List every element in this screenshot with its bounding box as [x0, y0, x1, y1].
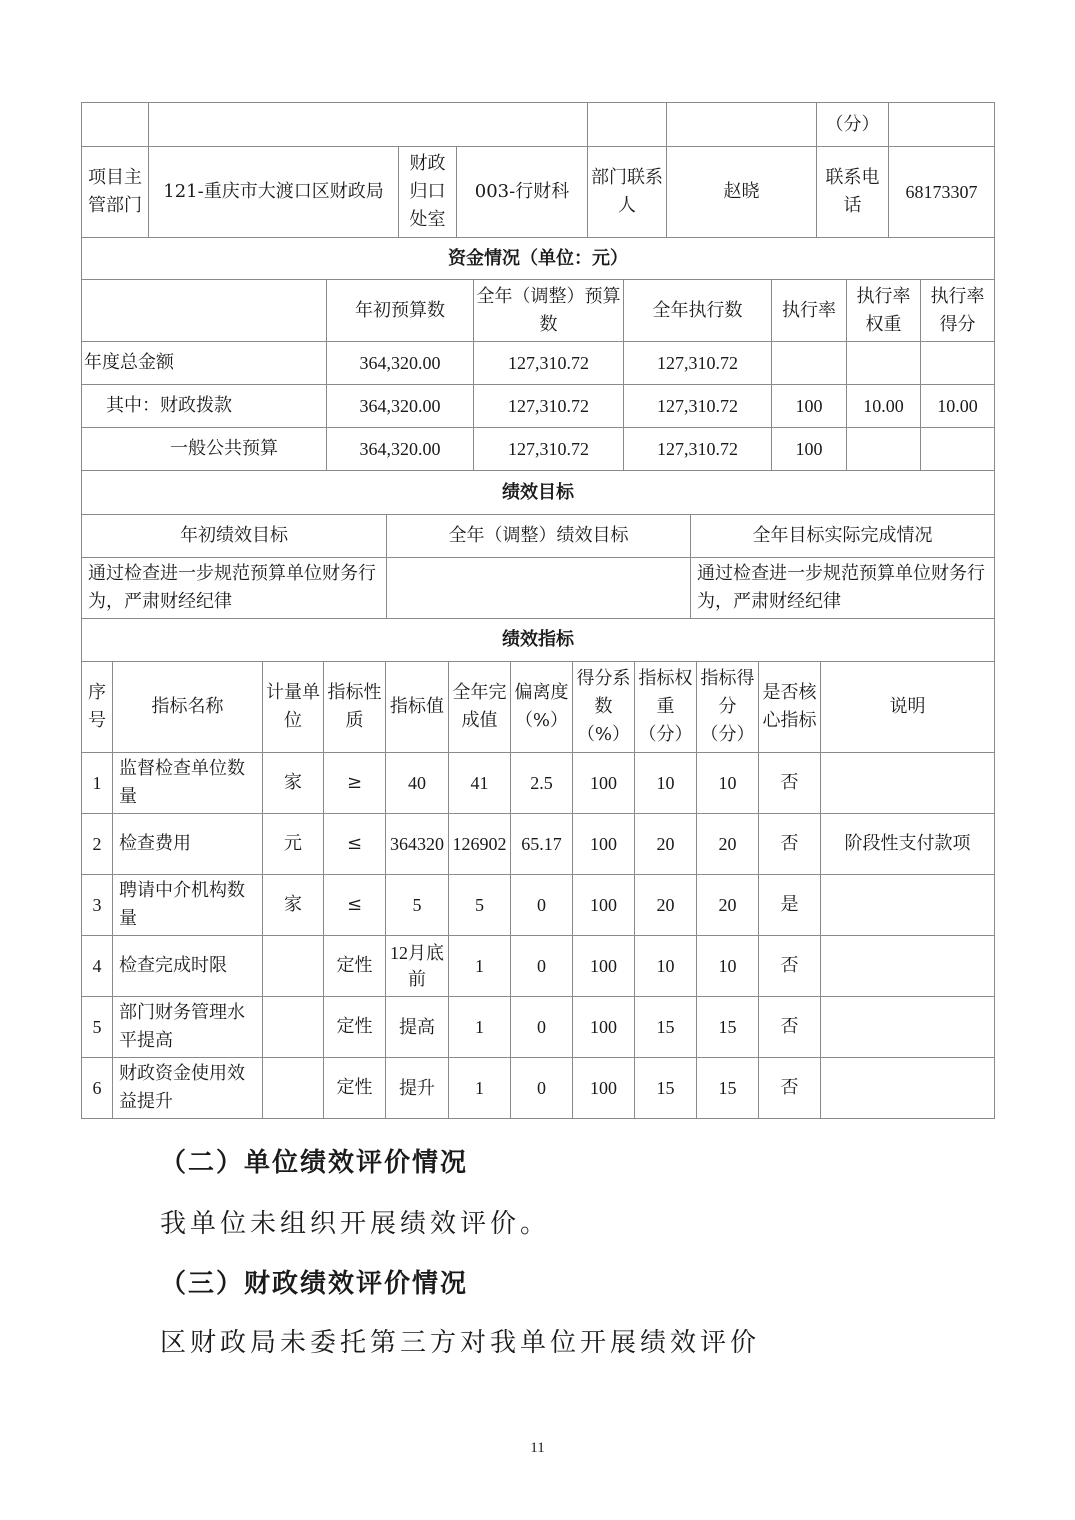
cell-score: 15: [697, 1058, 759, 1119]
contact-value: 赵晓: [667, 147, 817, 238]
cell-core: 否: [759, 936, 821, 997]
column-header: 执行率得分: [921, 280, 995, 342]
cell-deviation: 2.5: [511, 753, 573, 814]
section-heading: （三）财政绩效评价情况: [160, 1269, 469, 1299]
cell-name: 监督检查单位数量: [113, 753, 263, 814]
cell: 364,320.00: [327, 428, 474, 471]
actual-completion: 通过检查进一步规范预算单位财务行为，严肃财经纪律: [691, 558, 995, 619]
table-row: [82, 619, 995, 662]
cell: 10.00: [847, 385, 921, 428]
cell-weight: 10: [635, 753, 697, 814]
phone-label: 联系电话: [817, 147, 889, 238]
cell-deviation: 65.17: [511, 814, 573, 875]
table-row: [82, 1058, 995, 1119]
column-header: 是否核心指标: [759, 662, 821, 753]
unit-fen-label: （分）: [817, 103, 889, 147]
column-header: 全年（调整）预算数: [474, 280, 624, 342]
cell-deviation: 0: [511, 1058, 573, 1119]
cell-no: 3: [82, 875, 113, 936]
funds-table: [81, 237, 995, 471]
cell: 364,320.00: [327, 342, 474, 385]
cell-unit: [263, 997, 324, 1058]
goals-table: [81, 470, 995, 662]
cell-name: 检查完成时限: [113, 936, 263, 997]
initial-goal: 通过检查进一步规范预算单位财务行为，严肃财经纪律: [82, 558, 387, 619]
dept-label: 项目主管部门: [82, 147, 149, 238]
cell-target: 提升: [386, 1058, 449, 1119]
cell-nature: ≤: [324, 875, 386, 936]
phone-value: 68173307: [889, 147, 995, 238]
cell: 127,310.72: [624, 428, 772, 471]
cell-weight: 20: [635, 875, 697, 936]
column-header: 偏离度（%）: [511, 662, 573, 753]
cell-weight: 20: [635, 814, 697, 875]
cell-note: [821, 1058, 995, 1119]
cell-deviation: 0: [511, 997, 573, 1058]
cell: 127,310.72: [474, 385, 624, 428]
cell: [847, 342, 921, 385]
cell-unit: [263, 936, 324, 997]
cell-core: 是: [759, 875, 821, 936]
cell-actual: 41: [449, 753, 511, 814]
column-header: 执行率: [772, 280, 847, 342]
cell-score: 20: [697, 814, 759, 875]
cell-name: 聘请中介机构数量: [113, 875, 263, 936]
cell-score: 10: [697, 936, 759, 997]
cell-no: 2: [82, 814, 113, 875]
cell: 127,310.72: [624, 385, 772, 428]
cell-actual: 1: [449, 1058, 511, 1119]
column-header: 说明: [821, 662, 995, 753]
finance-office-label: 财政归口处室: [399, 147, 457, 238]
cell-core: 否: [759, 753, 821, 814]
column-header: 年初预算数: [327, 280, 474, 342]
table-row: [82, 875, 995, 936]
cell: [772, 342, 847, 385]
cell-no: 5: [82, 997, 113, 1058]
row-label: 其中：财政拨款: [82, 385, 327, 428]
cell-actual: 1: [449, 997, 511, 1058]
table-row: [82, 471, 995, 515]
cell: 100: [772, 385, 847, 428]
cell-weight: 10: [635, 936, 697, 997]
cell: 100: [772, 428, 847, 471]
project-info-table: [81, 102, 995, 238]
cell: 364,320.00: [327, 385, 474, 428]
finance-office-value: 003-行财科: [457, 147, 588, 238]
section-heading: （二）单位绩效评价情况: [160, 1148, 469, 1178]
cell-coef: 100: [573, 997, 635, 1058]
column-header: [82, 280, 327, 342]
cell-nature: 定性: [324, 1058, 386, 1119]
table-row: [82, 385, 995, 428]
column-header: 指标得分（分）: [697, 662, 759, 753]
column-header: 全年完成值: [449, 662, 511, 753]
dept-value: 121-重庆市大渡口区财政局: [149, 147, 399, 238]
contact-label: 部门联系人: [588, 147, 667, 238]
table-row: [82, 558, 995, 619]
cell-score: 20: [697, 875, 759, 936]
column-header: 序号: [82, 662, 113, 753]
cell-note: [821, 936, 995, 997]
cell-unit: [263, 1058, 324, 1119]
cell: 10.00: [921, 385, 995, 428]
adjusted-goal: [387, 558, 691, 619]
cell-weight: 15: [635, 1058, 697, 1119]
column-header: 指标权重（分）: [635, 662, 697, 753]
column-header: 全年执行数: [624, 280, 772, 342]
cell: [921, 342, 995, 385]
cell-note: 阶段性支付款项: [821, 814, 995, 875]
cell-score: 15: [697, 997, 759, 1058]
cell-unit: 元: [263, 814, 324, 875]
cell-nature: ≤: [324, 814, 386, 875]
cell-name: 财政资金使用效益提升: [113, 1058, 263, 1119]
indicators-header-row: [82, 662, 995, 753]
cell-unit: 家: [263, 875, 324, 936]
table-row: [82, 814, 995, 875]
section-paragraph: 我单位未组织开展绩效评价。: [160, 1209, 551, 1239]
table-row: [82, 103, 995, 147]
cell-core: 否: [759, 997, 821, 1058]
column-header: 全年目标实际完成情况: [691, 515, 995, 558]
cell-target: 40: [386, 753, 449, 814]
indicators-title: 绩效指标: [82, 619, 995, 662]
cell-note: [821, 753, 995, 814]
cell-coef: 100: [573, 814, 635, 875]
cell-weight: 15: [635, 997, 697, 1058]
goals-title: 绩效目标: [82, 471, 995, 515]
cell-no: 1: [82, 753, 113, 814]
column-header: 执行率权重: [847, 280, 921, 342]
cell-core: 否: [759, 814, 821, 875]
cell-deviation: 0: [511, 936, 573, 997]
cell-deviation: 0: [511, 875, 573, 936]
funds-title: 资金情况（单位：元）: [82, 238, 995, 280]
cell-note: [821, 997, 995, 1058]
cell-no: 6: [82, 1058, 113, 1119]
cell-nature: ≥: [324, 753, 386, 814]
cell: 127,310.72: [624, 342, 772, 385]
indicators-table: [81, 661, 995, 1119]
column-header: 年初绩效目标: [82, 515, 387, 558]
cell-actual: 5: [449, 875, 511, 936]
table-row: [82, 753, 995, 814]
table-row: [82, 936, 995, 997]
row-label: 年度总金额: [82, 342, 327, 385]
table-row: [82, 428, 995, 471]
cell: [847, 428, 921, 471]
cell-target: 提高: [386, 997, 449, 1058]
cell-name: 部门财务管理水平提高: [113, 997, 263, 1058]
cell-coef: 100: [573, 936, 635, 997]
cell-target: 12月底前: [386, 936, 449, 997]
table-row: [82, 238, 995, 280]
cell-note: [821, 875, 995, 936]
cell: 127,310.72: [474, 342, 624, 385]
table-row: [82, 342, 995, 385]
column-header: 指标性质: [324, 662, 386, 753]
cell-actual: 126902: [449, 814, 511, 875]
column-header: 计量单位: [263, 662, 324, 753]
table-row: [82, 997, 995, 1058]
table-row: [82, 147, 995, 238]
row-label: 一般公共预算: [82, 428, 327, 471]
cell: 127,310.72: [474, 428, 624, 471]
cell-coef: 100: [573, 1058, 635, 1119]
cell: [921, 428, 995, 471]
goals-header-row: [82, 515, 995, 558]
cell-actual: 1: [449, 936, 511, 997]
cell-unit: 家: [263, 753, 324, 814]
cell-nature: 定性: [324, 997, 386, 1058]
cell-target: 5: [386, 875, 449, 936]
column-header: 指标值: [386, 662, 449, 753]
cell-target: 364320: [386, 814, 449, 875]
page-number: 11: [530, 1440, 545, 1456]
cell-core: 否: [759, 1058, 821, 1119]
cell-no: 4: [82, 936, 113, 997]
column-header: 指标名称: [113, 662, 263, 753]
cell-coef: 100: [573, 875, 635, 936]
cell-score: 10: [697, 753, 759, 814]
column-header: 全年（调整）绩效目标: [387, 515, 691, 558]
cell-coef: 100: [573, 753, 635, 814]
cell-name: 检查费用: [113, 814, 263, 875]
cell-nature: 定性: [324, 936, 386, 997]
funds-header-row: [82, 280, 995, 342]
column-header: 得分系数（%）: [573, 662, 635, 753]
section-paragraph: 区财政局未委托第三方对我单位开展绩效评价: [160, 1328, 761, 1358]
